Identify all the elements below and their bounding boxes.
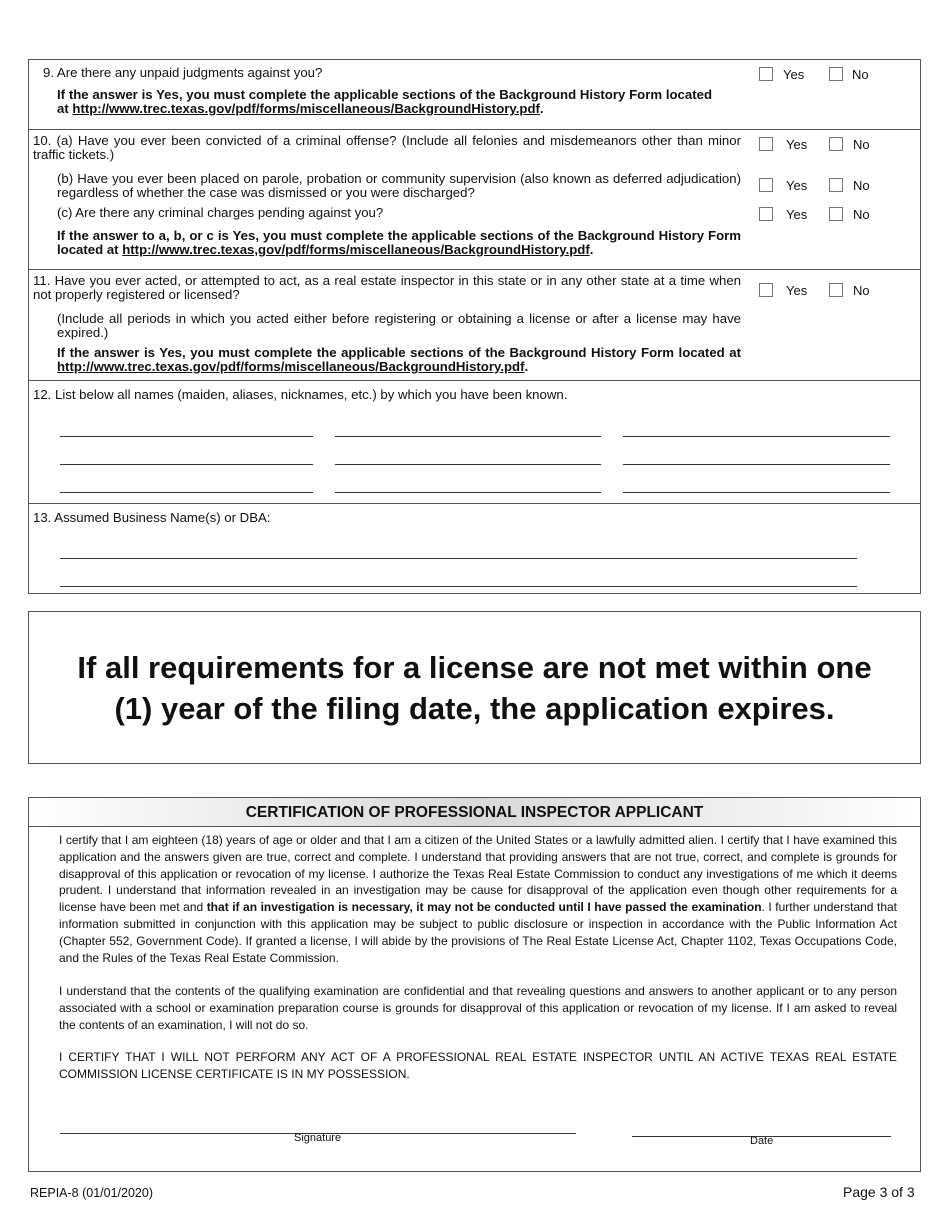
- q10c-yes-label: Yes: [786, 207, 808, 222]
- q9-instruction: If the answer is Yes, you must complete the applicable sections of the Background History Form located at http://www.trec.texas.gov/pdf/forms/miscellaneous/BackgroundHistory.pdf.: [57, 87, 712, 116]
- certification-section: [28, 797, 921, 1172]
- q10b-no-label: No: [853, 178, 870, 193]
- signature-label: Signature: [294, 1132, 342, 1144]
- divider: [28, 503, 921, 504]
- divider: [28, 129, 921, 130]
- q11-instruction: If the answer is Yes, you must complete the applicable sections of the Background History Form located at http://www.trec.texas.gov/pdf/forms/miscellaneous/BackgroundHistory.pdf.: [57, 345, 741, 374]
- q9-instruction-text: If the answer is Yes, you must complete the applicable sections of the Background History Form located at: [57, 87, 712, 116]
- q10c-yes-checkbox[interactable]: [759, 207, 773, 221]
- cert-p1-start: I certify that I am eighteen (18) years of age or older and that I am a citizen of the United States or a lawfully admitted alien. I certify that I have examined this application and the answers given are true, correct and complete. I understand that providing answers that are not true, correct, and complete is grounds for disapproval of this application or revocation of my license. I authorize the Texas Real Estate Commission to conduct any investigations of me which it deems prudent. I understand that information revealed in an investigation may be cause for disapproval of the application even though other requirements for a license have been met and: [59, 833, 897, 915]
- q10-background-link[interactable]: http://www.trec.texas,gov/pdf/forms/miscellaneous/BackgroundHistory.pdf: [122, 242, 590, 257]
- q10b-yes-label: Yes: [786, 178, 808, 193]
- date-label: Date: [750, 1135, 774, 1147]
- q9-background-link[interactable]: http://www.trec.texas.gov/pdf/forms/miscellaneous/BackgroundHistory.pdf: [72, 101, 540, 116]
- q10a-no-checkbox[interactable]: [829, 137, 843, 151]
- name-input-line[interactable]: [60, 436, 313, 437]
- q9-no-label: No: [852, 67, 869, 82]
- cert-p1-end: . I further understand that information submitted in conjunction with this application may be subject to public disclosure or inspection in accordance with the Public Information Act (Chapter 552, Government Code). If granted a license, I will abide by the provisions of The Real Estate License Act, Chapter 1102, Texas Occupations Code, and the Rules of the Texas Real Estate Commission.: [59, 900, 898, 965]
- q11-note: (Include all periods in which you acted either before registering or obtaining a license or after a license may have expired.): [57, 311, 741, 340]
- bottom-rule: [50, 1171, 900, 1172]
- q10c-question: (c) Are there any criminal charges pending against you?: [57, 205, 384, 220]
- q9-yes-checkbox[interactable]: [759, 67, 773, 81]
- name-input-line[interactable]: [623, 492, 890, 493]
- expiration-banner: [28, 611, 921, 764]
- q10a-yes-checkbox[interactable]: [759, 137, 773, 151]
- q10-instruction-text: If the answer to a, b, or c is Yes, you must complete the applicable sections of the Background History Form located at: [57, 228, 741, 257]
- q10b-yes-checkbox[interactable]: [759, 178, 773, 192]
- name-input-line[interactable]: [60, 492, 313, 493]
- name-input-line[interactable]: [335, 464, 601, 465]
- q11-yes-label: Yes: [786, 283, 808, 298]
- q10-instruction: If the answer to a, b, or c is Yes, you must complete the applicable sections of the Background History Form located at http://www.trec.texas,gov/pdf/forms/miscellaneous/BackgroundHistory.pdf.: [57, 228, 741, 257]
- q11-question: 11. Have you ever acted, or attempted to act, as a real estate inspector in this state or in any other state at a time when not properly registered or licensed?: [33, 273, 741, 302]
- certification-paragraph-2: I understand that the contents of the qualifying examination are confidential and that revealing questions and answers to another applicant or to any person associated with a school or examination preparation course is grounds for disapproval of this application or revocation of my license. If I am asked to reveal the contents of an examination, I will not do so.: [59, 984, 897, 1032]
- q10a-no-label: No: [853, 137, 870, 152]
- name-input-line[interactable]: [60, 464, 313, 465]
- q10c-no-label: No: [853, 207, 870, 222]
- expiration-banner-text: If all requirements for a license are not met within one (1) year of the filing date, the application expires.: [77, 649, 872, 726]
- q12-question: 12. List below all names (maiden, aliases, nicknames, etc.) by which you have been known.: [33, 387, 568, 402]
- q13-question: 13. Assumed Business Name(s) or DBA:: [33, 510, 271, 525]
- dba-input-line[interactable]: [60, 586, 857, 587]
- q10b-no-checkbox[interactable]: [829, 178, 843, 192]
- q10a-question: 10. (a) Have you ever been convicted of a criminal offense? (Include all felonies and misdemeanors other than minor traffic tickets.): [33, 133, 741, 162]
- cert-p1-bold: that if an investigation is necessary, it may not be conducted until I have passed the examination: [206, 900, 762, 915]
- page-number: Page 3 of 3: [843, 1184, 915, 1200]
- q9-question: 9. Are there any unpaid judgments against you?: [43, 65, 323, 80]
- dba-input-line[interactable]: [60, 558, 857, 559]
- divider: [28, 380, 921, 381]
- q11-no-checkbox[interactable]: [829, 283, 843, 297]
- certification-title: CERTIFICATION OF PROFESSIONAL INSPECTOR APPLICANT: [29, 798, 920, 827]
- name-input-line[interactable]: [623, 464, 890, 465]
- certification-paragraph-1: [59, 832, 897, 966]
- q10a-yes-label: Yes: [786, 137, 808, 152]
- name-input-line[interactable]: [623, 436, 890, 437]
- name-input-line[interactable]: [335, 492, 601, 493]
- form-id: REPIA-8 (01/01/2020): [30, 1186, 153, 1200]
- q11-no-label: No: [853, 283, 870, 298]
- q11-background-link[interactable]: http://www.trec.texas.gov/pdf/forms/miscellaneous/BackgroundHistory.pdf: [57, 359, 525, 374]
- certification-paragraph-3: I CERTIFY THAT I WILL NOT PERFORM ANY ACT OF A PROFESSIONAL REAL ESTATE INSPECTOR UNTIL AN ACTIVE TEXAS REAL ESTATE COMMISSION LICENSE CERTIFICATE IS IN MY POSSESSION.: [59, 1050, 897, 1081]
- q11-yes-checkbox[interactable]: [759, 283, 773, 297]
- q9-no-checkbox[interactable]: [829, 67, 843, 81]
- q9-yes-label: Yes: [783, 67, 805, 82]
- divider: [28, 269, 921, 270]
- name-input-line[interactable]: [335, 436, 601, 437]
- q10c-no-checkbox[interactable]: [829, 207, 843, 221]
- q10b-question: (b) Have you ever been placed on parole, probation or community supervision (also known as deferred adjudication) regardless of whether the case was dismissed or you were discharged?: [57, 171, 741, 200]
- q11-instruction-text: If the answer is Yes, you must complete the applicable sections of the Background History Form located at: [57, 345, 741, 360]
